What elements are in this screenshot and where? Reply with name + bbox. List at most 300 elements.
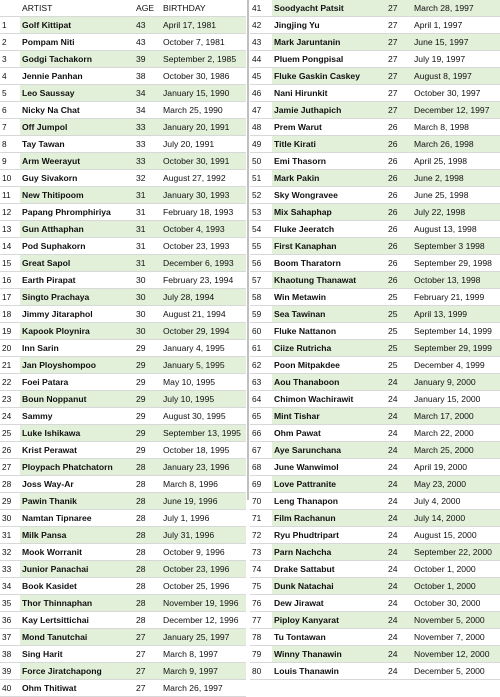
table-row — [0, 204, 246, 221]
row-number: 12 — [0, 204, 20, 221]
row-number: 53 — [250, 204, 272, 221]
artist-birthday: October 7, 1981 — [161, 34, 246, 51]
row-number: 4 — [0, 68, 20, 85]
row-number: 21 — [0, 357, 20, 374]
table-row — [0, 612, 246, 629]
artist-name: Parn Nachcha — [272, 544, 386, 561]
artist-name: Sing Harit — [20, 646, 134, 663]
artist-birthday: March 9, 1997 — [161, 663, 246, 680]
artist-age: 34 — [134, 102, 161, 119]
artist-age: 33 — [134, 119, 161, 136]
artist-age: 24 — [386, 544, 412, 561]
artist-birthday: September 3 1998 — [412, 238, 500, 255]
artist-age: 24 — [386, 493, 412, 510]
artist-birthday: January 4, 1995 — [161, 340, 246, 357]
artist-birthday: February 18, 1993 — [161, 204, 246, 221]
artist-birthday: March 28, 1997 — [412, 0, 500, 17]
table-row — [0, 136, 246, 153]
table-row — [0, 357, 246, 374]
artist-name: Aou Thanaboon — [272, 374, 386, 391]
table-row — [0, 680, 246, 697]
artist-age: 24 — [386, 442, 412, 459]
artist-birthday: November 12, 2000 — [412, 646, 500, 663]
table-row — [250, 204, 500, 221]
table-row — [0, 238, 246, 255]
artist-age: 28 — [134, 510, 161, 527]
table-row — [250, 68, 500, 85]
row-number: 39 — [0, 663, 20, 680]
artist-birthday: July 20, 1991 — [161, 136, 246, 153]
artist-birthday: November 7, 2000 — [412, 629, 500, 646]
artist-birthday: September 13, 1995 — [161, 425, 246, 442]
table-row — [250, 663, 500, 680]
artist-birthday: October 30, 1997 — [412, 85, 500, 102]
artist-age: 25 — [386, 357, 412, 374]
artist-name: Sammy — [20, 408, 134, 425]
artist-age: 28 — [134, 544, 161, 561]
artist-name: Ploypach Phatchatorn — [20, 459, 134, 476]
artist-age: 31 — [134, 221, 161, 238]
table-row — [250, 102, 500, 119]
row-number: 15 — [0, 255, 20, 272]
row-number: 11 — [0, 187, 20, 204]
artist-age: 30 — [134, 272, 161, 289]
artist-birthday: July 31, 1996 — [161, 527, 246, 544]
artist-birthday: January 20, 1991 — [161, 119, 246, 136]
artist-name: Title Kirati — [272, 136, 386, 153]
artist-age: 27 — [386, 85, 412, 102]
artist-age: 25 — [386, 289, 412, 306]
artist-birthday: November 19, 1996 — [161, 595, 246, 612]
artist-name: Prem Warut — [272, 119, 386, 136]
row-number: 57 — [250, 272, 272, 289]
artist-birthday: March 25, 2000 — [412, 442, 500, 459]
row-number: 62 — [250, 357, 272, 374]
artist-birthday: December 4, 1999 — [412, 357, 500, 374]
artist-name: Godgi Tachakorn — [20, 51, 134, 68]
row-number: 71 — [250, 510, 272, 527]
row-number: 48 — [250, 119, 272, 136]
artist-age: 30 — [134, 323, 161, 340]
artist-birthday: January 15, 1990 — [161, 85, 246, 102]
artist-birthday: September 14, 1999 — [412, 323, 500, 340]
artist-age: 27 — [386, 102, 412, 119]
row-number: 68 — [250, 459, 272, 476]
artist-birthday: April 13, 1999 — [412, 306, 500, 323]
artist-name: Ciize Rutricha — [272, 340, 386, 357]
artist-birthday: October 1, 2000 — [412, 561, 500, 578]
artist-age: 33 — [134, 153, 161, 170]
table-row — [250, 255, 500, 272]
table-row — [0, 561, 246, 578]
artist-birthday: October 23, 1993 — [161, 238, 246, 255]
row-number: 8 — [0, 136, 20, 153]
artist-name: Sea Tawinan — [272, 306, 386, 323]
artist-age: 26 — [386, 221, 412, 238]
table-row — [250, 612, 500, 629]
row-number: 31 — [0, 527, 20, 544]
artist-age: 27 — [386, 34, 412, 51]
row-number: 7 — [0, 119, 20, 136]
artist-birthday: January 30, 1993 — [161, 187, 246, 204]
artist-birthday: January 25, 1997 — [161, 629, 246, 646]
table-row — [0, 34, 246, 51]
artist-age: 24 — [386, 629, 412, 646]
artist-birthday: October 9, 1996 — [161, 544, 246, 561]
artist-birthday: June 19, 1996 — [161, 493, 246, 510]
artist-name: Jimmy Jitaraphol — [20, 306, 134, 323]
artist-age: 26 — [386, 187, 412, 204]
artist-name: Nani Hirunkit — [272, 85, 386, 102]
artist-birthday: July 19, 1997 — [412, 51, 500, 68]
artist-age: 26 — [386, 255, 412, 272]
artist-age: 27 — [386, 51, 412, 68]
row-number: 24 — [0, 408, 20, 425]
row-number: 34 — [0, 578, 20, 595]
row-number: 26 — [0, 442, 20, 459]
artist-birthday: April 25, 1998 — [412, 153, 500, 170]
artist-birthday: July 10, 1995 — [161, 391, 246, 408]
table-row — [250, 51, 500, 68]
row-number: 23 — [0, 391, 20, 408]
artist-age: 34 — [134, 85, 161, 102]
row-number: 38 — [0, 646, 20, 663]
artist-birthday: August 8, 1997 — [412, 68, 500, 85]
table-row — [0, 187, 246, 204]
table-row — [250, 136, 500, 153]
artist-name: Emi Thasorn — [272, 153, 386, 170]
row-number: 50 — [250, 153, 272, 170]
table-row — [0, 51, 246, 68]
artist-birthday: March 17, 2000 — [412, 408, 500, 425]
artist-name: Ohm Thitiwat — [20, 680, 134, 697]
artist-birthday: January 9, 2000 — [412, 374, 500, 391]
artist-age: 26 — [386, 238, 412, 255]
row-number: 76 — [250, 595, 272, 612]
artist-birthday: April 1, 1997 — [412, 17, 500, 34]
row-number: 16 — [0, 272, 20, 289]
artist-name: Gun Atthaphan — [20, 221, 134, 238]
table-row — [250, 629, 500, 646]
artist-birthday: August 27, 1992 — [161, 170, 246, 187]
row-number: 29 — [0, 493, 20, 510]
artist-birthday: March 26, 1997 — [161, 680, 246, 697]
artist-age: 27 — [134, 663, 161, 680]
table-row — [0, 629, 246, 646]
artist-age: 29 — [134, 357, 161, 374]
table-row — [250, 289, 500, 306]
row-number: 20 — [0, 340, 20, 357]
artist-birthday: May 23, 2000 — [412, 476, 500, 493]
table-row — [250, 272, 500, 289]
table-row — [250, 510, 500, 527]
row-number: 5 — [0, 85, 20, 102]
row-number: 54 — [250, 221, 272, 238]
row-number: 28 — [0, 476, 20, 493]
artist-age: 28 — [134, 595, 161, 612]
table-row — [0, 323, 246, 340]
artist-birthday: March 8, 1996 — [161, 476, 246, 493]
artist-name: Namtan Tipnaree — [20, 510, 134, 527]
artist-name: Earth Pirapat — [20, 272, 134, 289]
row-number: 65 — [250, 408, 272, 425]
artist-age: 28 — [134, 612, 161, 629]
artist-birthday: July 4, 2000 — [412, 493, 500, 510]
row-number: 27 — [0, 459, 20, 476]
row-number: 52 — [250, 187, 272, 204]
artist-age: 30 — [134, 306, 161, 323]
artist-name: Drake Sattabut — [272, 561, 386, 578]
artist-birthday: June 2, 1998 — [412, 170, 500, 187]
artist-age: 28 — [134, 493, 161, 510]
table-row — [0, 493, 246, 510]
column-divider — [247, 0, 249, 500]
table-row — [250, 595, 500, 612]
row-number: 77 — [250, 612, 272, 629]
artist-age: 28 — [134, 578, 161, 595]
artist-table-right — [250, 0, 500, 680]
table-row — [250, 646, 500, 663]
table-row — [0, 289, 246, 306]
artist-name: Fluke Gaskin Caskey — [272, 68, 386, 85]
table-row — [0, 255, 246, 272]
table-row — [250, 187, 500, 204]
artist-name: Leng Thanapon — [272, 493, 386, 510]
artist-birthday: March 8, 1998 — [412, 119, 500, 136]
artist-age: 27 — [134, 629, 161, 646]
artist-name: New Thitipoom — [20, 187, 134, 204]
artist-name: Dunk Natachai — [272, 578, 386, 595]
artist-birthday: February 21, 1999 — [412, 289, 500, 306]
artist-name: Winny Thanawin — [272, 646, 386, 663]
artist-birthday: October 29, 1994 — [161, 323, 246, 340]
artist-name: Dew Jirawat — [272, 595, 386, 612]
row-number: 55 — [250, 238, 272, 255]
row-number: 61 — [250, 340, 272, 357]
artist-name: Inn Sarin — [20, 340, 134, 357]
artist-name: Golf Kittipat — [20, 17, 134, 34]
table-row — [0, 306, 246, 323]
row-number: 3 — [0, 51, 20, 68]
table-row — [250, 527, 500, 544]
table-row — [0, 442, 246, 459]
table-row — [0, 476, 246, 493]
artist-name: Piploy Kanyarat — [272, 612, 386, 629]
table-row — [250, 323, 500, 340]
artist-age: 27 — [134, 680, 161, 697]
artist-age: 26 — [386, 119, 412, 136]
row-number: 63 — [250, 374, 272, 391]
table-row — [0, 85, 246, 102]
row-number: 56 — [250, 255, 272, 272]
row-number: 72 — [250, 527, 272, 544]
table-header-row — [0, 0, 246, 17]
artist-name: Book Kasidet — [20, 578, 134, 595]
artist-age: 28 — [134, 459, 161, 476]
table-row — [250, 119, 500, 136]
artist-birthday: January 15, 2000 — [412, 391, 500, 408]
artist-name: Fluke Jeeratch — [272, 221, 386, 238]
table-row — [250, 493, 500, 510]
row-number: 25 — [0, 425, 20, 442]
table-row — [250, 153, 500, 170]
artist-birthday: November 5, 2000 — [412, 612, 500, 629]
artist-birthday: October 30, 2000 — [412, 595, 500, 612]
artist-age: 31 — [134, 204, 161, 221]
artist-name: Pompam Niti — [20, 34, 134, 51]
artist-birthday: October 30, 1991 — [161, 153, 246, 170]
row-number: 80 — [250, 663, 272, 680]
row-number: 2 — [0, 34, 20, 51]
table-row — [250, 476, 500, 493]
artist-name: Milk Pansa — [20, 527, 134, 544]
row-number: 19 — [0, 323, 20, 340]
artist-birthday: September 29, 1998 — [412, 255, 500, 272]
table-row — [0, 391, 246, 408]
artist-age: 39 — [134, 51, 161, 68]
table-row — [0, 221, 246, 238]
artist-name: Sky Wongravee — [272, 187, 386, 204]
table-row — [0, 170, 246, 187]
artist-name: Luke Ishikawa — [20, 425, 134, 442]
artist-name: Jennie Panhan — [20, 68, 134, 85]
artist-age: 27 — [386, 17, 412, 34]
table-row — [250, 425, 500, 442]
table-row — [0, 510, 246, 527]
artist-age: 28 — [134, 561, 161, 578]
artist-age: 24 — [386, 510, 412, 527]
table-row — [0, 459, 246, 476]
row-number: 32 — [0, 544, 20, 561]
artist-age: 24 — [386, 663, 412, 680]
artist-birthday: August 30, 1995 — [161, 408, 246, 425]
artist-age: 27 — [386, 0, 412, 17]
row-number: 67 — [250, 442, 272, 459]
table-row — [0, 595, 246, 612]
artist-birthday: October 1, 2000 — [412, 578, 500, 595]
artist-birthday: December 12, 1997 — [412, 102, 500, 119]
row-number-header — [0, 0, 20, 17]
table-row — [250, 374, 500, 391]
birthday-header: BIRTHDAY — [161, 0, 246, 17]
artist-age: 43 — [134, 34, 161, 51]
table-row — [250, 306, 500, 323]
artist-name: Mond Tanutchai — [20, 629, 134, 646]
artist-birthday: December 5, 2000 — [412, 663, 500, 680]
artist-name: Off Jumpol — [20, 119, 134, 136]
artist-birthday: April 19, 2000 — [412, 459, 500, 476]
artist-birthday: March 26, 1998 — [412, 136, 500, 153]
row-number: 64 — [250, 391, 272, 408]
age-header: AGE — [134, 0, 161, 17]
row-number: 46 — [250, 85, 272, 102]
row-number: 1 — [0, 17, 20, 34]
artist-birthday: June 25, 1998 — [412, 187, 500, 204]
artist-birthday: September 2, 1985 — [161, 51, 246, 68]
artist-birthday: October 25, 1996 — [161, 578, 246, 595]
artist-birthday: July 14, 2000 — [412, 510, 500, 527]
row-number: 44 — [250, 51, 272, 68]
table-row — [0, 544, 246, 561]
artist-birthday: December 12, 1996 — [161, 612, 246, 629]
artist-name: Tay Tawan — [20, 136, 134, 153]
artist-name: Kay Lertsittichai — [20, 612, 134, 629]
artist-age: 31 — [134, 255, 161, 272]
table-row — [250, 340, 500, 357]
artist-age: 24 — [386, 459, 412, 476]
artist-age: 30 — [134, 289, 161, 306]
row-number: 22 — [0, 374, 20, 391]
artist-name: Krist Perawat — [20, 442, 134, 459]
row-number: 40 — [0, 680, 20, 697]
artist-name: Khaotung Thanawat — [272, 272, 386, 289]
artist-age: 27 — [386, 68, 412, 85]
artist-birthday: October 13, 1998 — [412, 272, 500, 289]
artist-age: 38 — [134, 68, 161, 85]
artist-age: 31 — [134, 238, 161, 255]
row-number: 37 — [0, 629, 20, 646]
artist-age: 24 — [386, 476, 412, 493]
row-number: 70 — [250, 493, 272, 510]
artist-birthday: February 23, 1994 — [161, 272, 246, 289]
artist-age: 25 — [386, 306, 412, 323]
table-row — [250, 85, 500, 102]
table-row — [0, 68, 246, 85]
artist-name: Win Metawin — [272, 289, 386, 306]
artist-age: 26 — [386, 272, 412, 289]
table-row — [250, 0, 500, 17]
artist-birthday: September 22, 2000 — [412, 544, 500, 561]
artist-age: 28 — [134, 527, 161, 544]
artist-birthday: January 5, 1995 — [161, 357, 246, 374]
artist-age: 26 — [386, 170, 412, 187]
artist-name: Boom Tharatorn — [272, 255, 386, 272]
row-number: 60 — [250, 323, 272, 340]
artist-name: Love Pattranite — [272, 476, 386, 493]
artist-age: 24 — [386, 612, 412, 629]
artist-birthday: March 22, 2000 — [412, 425, 500, 442]
table-row — [0, 646, 246, 663]
artist-age: 32 — [134, 170, 161, 187]
artist-table-left-body — [0, 17, 246, 697]
artist-name: Jamie Juthapich — [272, 102, 386, 119]
artist-name: Mix Sahaphap — [272, 204, 386, 221]
artist-name: Papang Phromphiriya — [20, 204, 134, 221]
artist-name: Mark Jaruntanin — [272, 34, 386, 51]
artist-birthday: August 15, 2000 — [412, 527, 500, 544]
artist-age: 26 — [386, 204, 412, 221]
row-number: 43 — [250, 34, 272, 51]
row-number: 78 — [250, 629, 272, 646]
artist-age: 24 — [386, 595, 412, 612]
row-number: 42 — [250, 17, 272, 34]
artist-age: 29 — [134, 408, 161, 425]
artist-name: Ohm Pawat — [272, 425, 386, 442]
row-number: 69 — [250, 476, 272, 493]
artist-name: Thor Thinnaphan — [20, 595, 134, 612]
row-number: 45 — [250, 68, 272, 85]
artist-birthday: March 25, 1990 — [161, 102, 246, 119]
row-number: 51 — [250, 170, 272, 187]
artist-name: Arm Weerayut — [20, 153, 134, 170]
artist-name: Louis Thanawin — [272, 663, 386, 680]
table-row — [0, 578, 246, 595]
row-number: 9 — [0, 153, 20, 170]
artist-name: Jan Ployshompoo — [20, 357, 134, 374]
table-row — [250, 578, 500, 595]
table-row — [250, 459, 500, 476]
artist-name: Mint Tishar — [272, 408, 386, 425]
